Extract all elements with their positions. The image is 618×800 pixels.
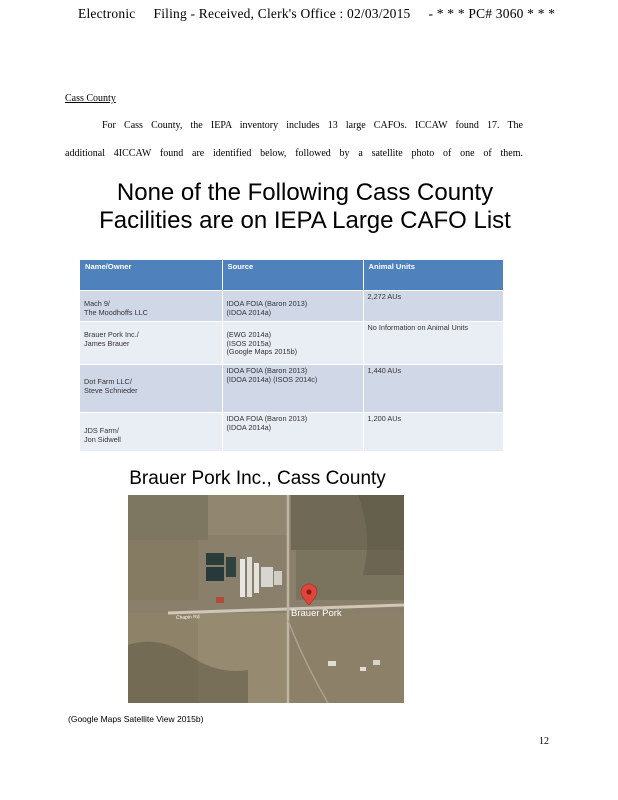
header-pc-number: - * * * PC# 3060 * * * [428,6,556,21]
header-colon: : [339,6,344,21]
body-paragraph-line-2: additional 4ICCAW found are identified below, followed by a satellite photo of one of them. [65,148,523,159]
marker-label: Brauer Pork [291,608,342,619]
cell-name-owner [80,365,222,413]
slide-title [40,179,570,235]
barn-building [254,563,259,593]
source-line: (ISOS 2015a) [226,338,272,348]
barn-building [274,571,282,585]
road-label: Chapin Rd [175,614,200,621]
field-patch [128,540,198,600]
house [360,667,366,671]
source-line: (EWG 2014a) [226,330,272,339]
column-header-animal-units: Animal Units [363,260,503,291]
owner-line: James Brauer [84,338,130,348]
cell-source [222,365,363,413]
cell-name-owner [80,413,222,451]
column-header-source: Source [222,260,363,291]
photo-caption: (Google Maps Satellite View 2015b) [68,714,204,724]
header-date: 02/03/2015 [347,6,411,21]
source-line: IDOA FOIA (Baron 2013) [226,299,308,308]
owner-line: The Moodhoffs LLC [84,307,148,317]
cell-animal-units: 2,272 AUs [363,291,503,322]
slide-title-line-2: Facilities are on IEPA Large CAFO List [99,207,511,234]
table-row [80,291,503,322]
photo-title: Brauer Pork Inc., Cass County [129,468,386,489]
name-line: Mach 9/ [84,299,110,308]
cafo-facilities-table [80,260,504,451]
lagoon [226,557,236,577]
owner-line: Jon Sidwell [84,434,121,444]
section-title: Cass County [65,93,116,104]
field-patch [128,495,208,540]
name-line: Dot Farm LLC/ [84,377,132,386]
cell-name-owner [80,322,222,365]
cell-animal-units: 1,440 AUs [363,365,503,413]
owner-line: Steve Schnieder [84,385,138,395]
source-line: IDOA FOIA (Baron 2013) [226,414,308,423]
satellite-photo [128,495,404,703]
barn-building [261,567,273,587]
field-patch [208,495,288,535]
filing-header [78,6,556,22]
lagoon [206,553,224,565]
cell-source [222,322,363,365]
cell-source [222,413,363,451]
cell-name-owner [80,291,222,322]
body-paragraph-line-1: For Cass County, the IEPA inventory includes 13 large CAFOs. ICCAW found 17. The [102,120,523,131]
source-line: IDOA FOIA (Baron 2013) [226,366,308,375]
source-line: (IDOA 2014a) [226,422,272,432]
slide-title-line-1: None of the Following Cass County [116,179,494,206]
cell-animal-units: No Information on Animal Units [363,322,503,365]
table-row [80,413,503,451]
house [373,660,380,665]
lagoon [206,567,224,581]
barn-building [240,559,245,597]
table-row [80,322,503,365]
table-row [80,365,503,413]
name-line: Brauer Pork Inc./ [84,330,139,339]
red-roof-building [216,597,224,603]
cell-animal-units: 1,200 AUs [363,413,503,451]
barn-building [247,557,252,597]
source-line: (IDOA 2014a) [226,307,272,317]
header-word-filing: Filing [153,6,187,21]
name-line: JDS Farm/ [84,426,119,435]
source-line: (Google Maps 2015b) [226,347,298,357]
page-number: 12 [539,736,549,747]
column-header-name-owner: Name/Owner [80,260,222,291]
house [328,661,336,666]
header-word-clerks: Clerk's [257,6,297,21]
header-word-electronic: Electronic [78,6,136,21]
header-word-received: - Received, [190,6,255,21]
source-line: (IDOA 2014a) (ISOS 2014c) [226,374,318,384]
field-patch [291,613,404,703]
cell-source [222,291,363,322]
header-word-office: Office [300,6,336,21]
